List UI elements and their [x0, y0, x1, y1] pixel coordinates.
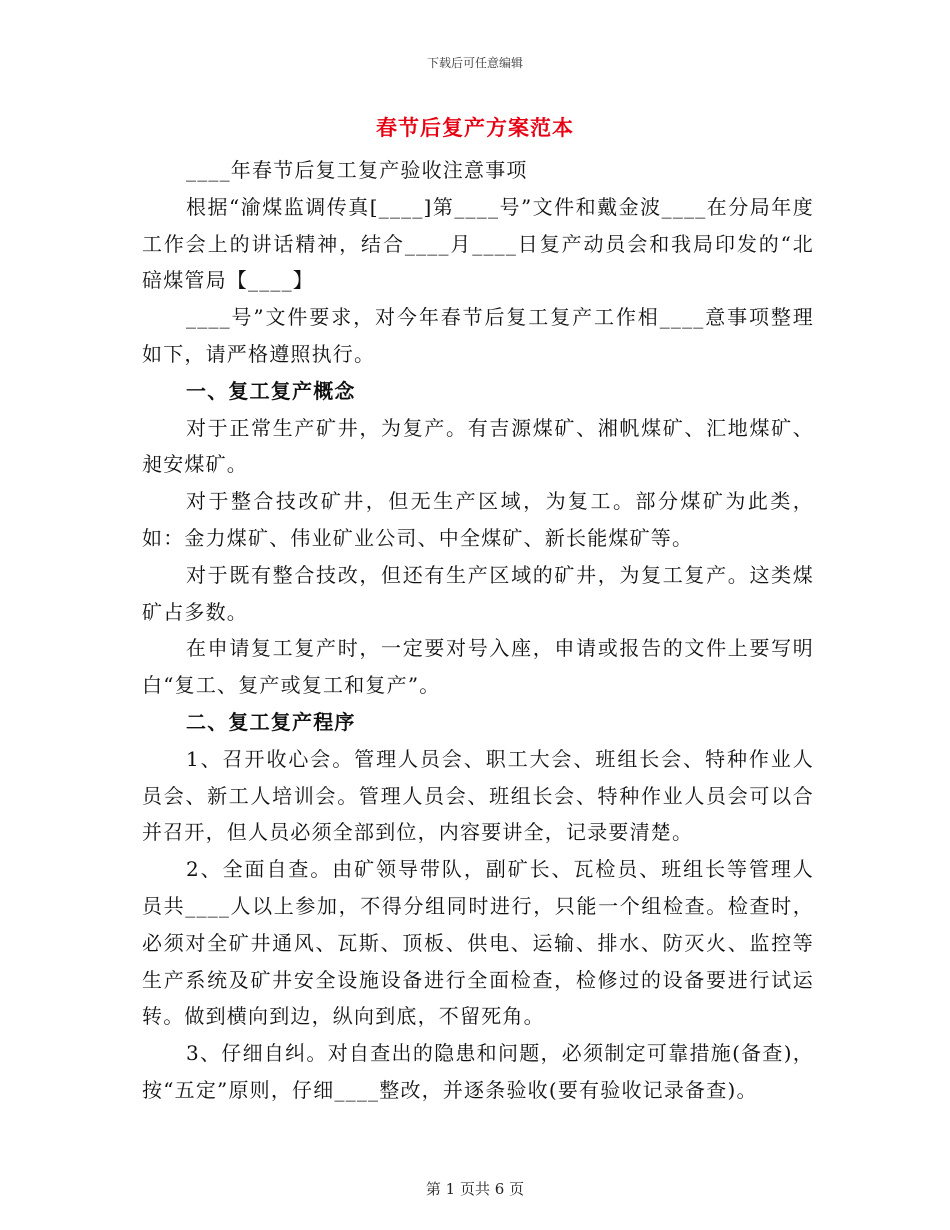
- section-1-heading: 一、复工复产概念: [186, 378, 356, 403]
- section-2-paragraph-1: 1、召开收心会。管理人员会、职工大会、班组长会、特种作业人员会、新工人培训会。管理人员会、班组长会、特种作业人员会可以合并召开，但人员必须全部到位，内容要讲全，记录要清楚。: [142, 746, 814, 845]
- section-2-heading: 二、复工复产程序: [186, 709, 356, 734]
- intro-paragraph-1: ____年春节后复工复产验收注意事项: [186, 158, 528, 182]
- intro-paragraph-2: 根据“渝煤监调传真[____]第____号”文件和戴金波____在分局年度工作会上的讲话精神，结合____月____日复产动员会和我局印发的“北碚煤管局【____】: [142, 194, 814, 293]
- intro-paragraph-3: ____号”文件要求，对今年春节后复工复产工作相____意事项整理如下，请严格遵照执行。: [142, 305, 814, 366]
- section-2-paragraph-2: 2、全面自查。由矿领导带队，副矿长、瓦检员、班组长等管理人员共____人以上参加，不得分组同时进行，只能一个组检查。检查时，必须对全矿井通风、瓦斯、顶板、供电、运输、排水、防灭火、监控等生产系统及矿井安全设施设备进行全面检查，检修过的设备要进行试运转。做到横向到边，纵向到底，不留死角。: [142, 857, 814, 1029]
- section-1-paragraph-4: 在申请复工复产时，一定要对号入座，申请或报告的文件上要写明白“复工、复产或复工和复产”。: [142, 636, 814, 698]
- document-body: [142, 152, 814, 1109]
- section-1-paragraph-3: 对于既有整合技改，但还有生产区域的矿井，为复工复产。这类煤矿占多数。: [142, 562, 814, 624]
- page-footer: 第 1 页共 6 页: [425, 1180, 525, 1198]
- document-title: 春节后复产方案范本: [376, 115, 574, 140]
- page-header-note: 下载后可任意编辑: [426, 56, 523, 70]
- section-1-paragraph-2: 对于整合技改矿井，但无生产区域，为复工。部分煤矿为此类，如：金力煤矿、伟业矿业公司、中全煤矿、新长能煤矿等。: [142, 489, 814, 550]
- section-1-paragraph-1: 对于正常生产矿井，为复产。有吉源煤矿、湘帆煤矿、汇地煤矿、昶安煤矿。: [142, 415, 814, 477]
- section-2-paragraph-3: 3、仔细自纠。对自查出的隐患和问题，必须制定可靠措施(备查)，按“五定”原则，仔细____整改，并逐条验收(要有验收记录备查)。: [142, 1041, 814, 1102]
